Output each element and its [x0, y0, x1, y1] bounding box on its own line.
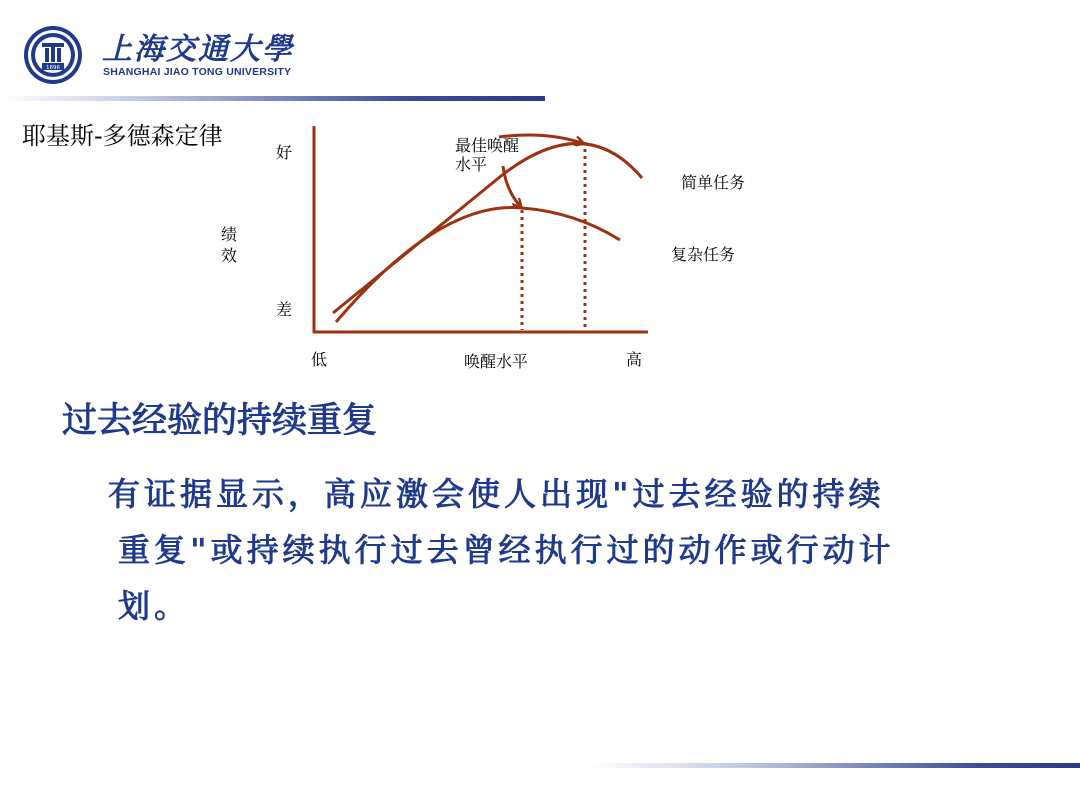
complex-task-label: 复杂任务 — [671, 245, 736, 264]
svg-text:1896: 1896 — [46, 65, 60, 71]
x-axis-label: 唤醒水平 — [464, 352, 529, 371]
paragraph-line: 划。 — [118, 587, 191, 625]
simple-task-label: 简单任务 — [681, 173, 746, 192]
complex-task-curve — [336, 208, 620, 322]
optimal-arousal-label: 最佳唤醒水平 — [455, 136, 520, 174]
paragraph-line: 有证据显示，高应激会使人出现"过去经验的持续 — [108, 475, 885, 513]
university-name-english: SHANGHAI JIAO TONG UNIVERSITY — [103, 66, 292, 78]
y-axis-label: 绩效 — [221, 225, 238, 265]
footer-divider — [590, 763, 1080, 768]
paragraph-line: 重复"或持续执行过去曾经执行过的动作或行动计 — [118, 531, 895, 569]
university-name-chinese: 上海交通大學 — [102, 32, 294, 67]
diagram-title: 耶基斯-多德森定律 — [22, 122, 223, 150]
x-axis-high-label: 高 — [626, 350, 643, 369]
y-axis-bottom-label: 差 — [276, 300, 293, 319]
section-heading: 过去经验的持续重复 — [62, 401, 378, 441]
y-axis-top-label: 好 — [276, 143, 293, 162]
x-axis-low-label: 低 — [311, 350, 328, 369]
body-paragraph — [108, 466, 1018, 634]
